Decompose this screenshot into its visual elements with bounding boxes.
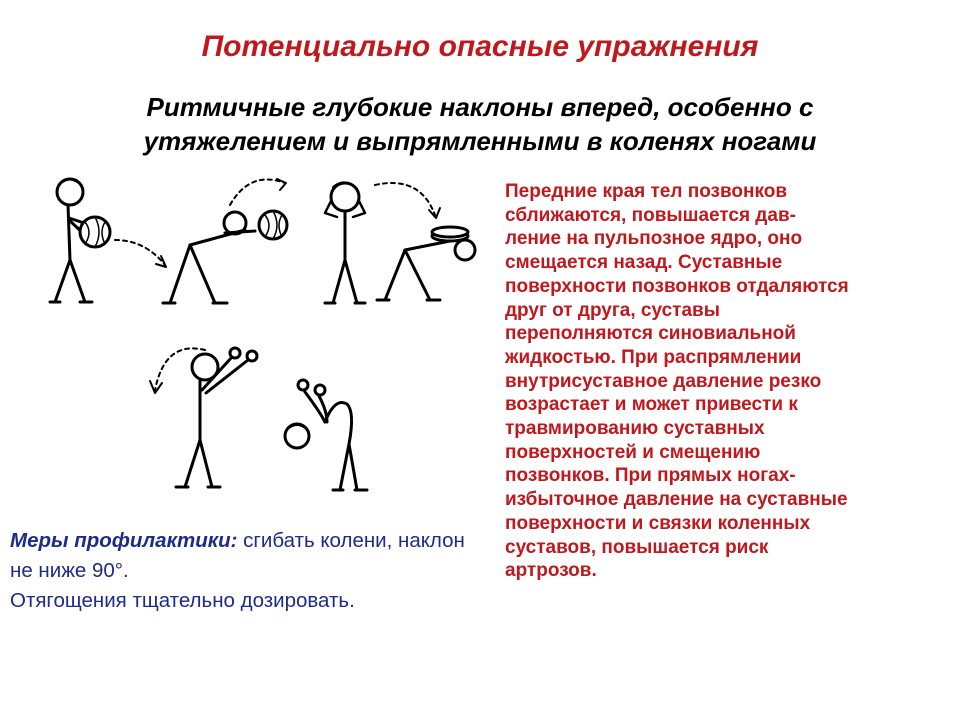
prevention-text-line-1: сгибать колени, наклон не ниже 90°. <box>10 529 465 582</box>
exercise-bend-with-disc-icon <box>365 170 500 310</box>
exercise-description: Передние края тел позвонков сближаются, повышается дав- ление на пульпозное ядро, оно смещается назад. Суставные поверхности позвонков отдаляются друг от друга, суставы переполняются синовиальной жидкостью. При распрямлении внутрисуставное давление резко возрастает и может привести к травмированию суставных поверхностей и смещению позвонков. При прямых ногах- избыточное давление на суставные поверхности и связки коленных суставов, повышается риск артрозов. <box>505 181 849 582</box>
exercise-bend-with-ball-icon <box>155 165 305 310</box>
prevention-text-line-2: Отягощения тщательно дозировать. <box>10 589 355 612</box>
exercise-standing-with-dumbbells-icon <box>140 335 270 495</box>
exercise-illustrations <box>0 160 500 520</box>
subtitle-line-1: Ритмичные глубокие наклоны вперед, особенно с <box>146 92 814 122</box>
exercise-standing-with-ball-icon <box>30 170 170 310</box>
prevention-measures <box>10 526 480 616</box>
subtitle-line-2: утяжелением и выпрямленными в коленях ногами <box>143 126 817 156</box>
slide-subtitle <box>60 90 900 158</box>
prevention-label: Меры профилактики: <box>10 529 238 552</box>
slide-title: Потенциально опасные упражнения <box>201 30 759 63</box>
exercise-deep-bend-with-dumbbells-icon <box>275 380 375 500</box>
